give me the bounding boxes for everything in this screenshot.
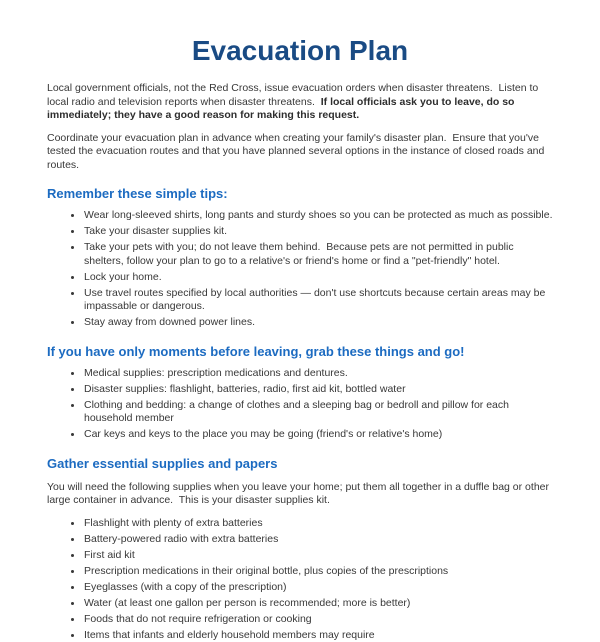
gather-supplies-list — [47, 517, 553, 642]
list-item: • Car keys and keys to the place you may be going (friend's or relative's home) — [83, 428, 553, 442]
section-heading-gather-supplies: Gather essential supplies and papers — [47, 456, 553, 472]
intro-paragraph-1-text: Local government officials, not the Red Cross, issue evacuation orders when disaster threatens. Listen to local radio and television reports when disaster threatens. — [47, 82, 541, 108]
document-title: Evacuation Plan — [47, 32, 553, 70]
list-item: • Prescription medications in their original bottle, plus copies of the prescriptions — [83, 565, 553, 579]
list-item: • Battery-powered radio with extra batteries — [83, 533, 553, 547]
list-item: • Lock your home. — [83, 271, 553, 285]
list-item: • Flashlight with plenty of extra batteries — [83, 517, 553, 531]
grab-and-go-list — [47, 367, 553, 442]
section-gather-supplies — [47, 456, 553, 642]
list-item: • Take your pets with you; do not leave them behind. Because pets are not permitted in public shelters, follow your plan to go to a relative's or friend's home or find a "pet-friendly" hotel. — [83, 241, 553, 268]
list-item: • First aid kit — [83, 549, 553, 563]
list-item: • Water (at least one gallon per person is recommended; more is better) — [83, 597, 553, 611]
list-item: • Eyeglasses (with a copy of the prescription) — [83, 581, 553, 595]
list-item: • Clothing and bedding: a change of clothes and a sleeping bag or bedroll and pillow for each household member — [83, 399, 553, 426]
list-item: • Use travel routes specified by local authorities — don't use shortcuts because certain areas may be impassable or dangerous. — [83, 287, 553, 314]
list-item: • Take your disaster supplies kit. — [83, 225, 553, 239]
list-item: • Foods that do not require refrigeration or cooking — [83, 613, 553, 627]
section-simple-tips — [47, 186, 553, 330]
intro-paragraph-1 — [47, 82, 553, 123]
intro-paragraph-2: Coordinate your evacuation plan in advance when creating your family's disaster plan. Ensure that you've tested the evacuation routes and that you have planned several options in the instance of closed roads and routes. — [47, 132, 553, 173]
list-item: • Disaster supplies: flashlight, batteries, radio, first aid kit, bottled water — [83, 383, 553, 397]
intro-paragraph-1-bold-text: If local officials ask you to leave, do so immediately; they have a good reason for making this request. — [47, 96, 517, 122]
list-item: • Items that infants and elderly household members may require — [83, 629, 553, 642]
simple-tips-list — [47, 209, 553, 330]
list-item: • Wear long-sleeved shirts, long pants and sturdy shoes so you can be protected as much as possible. — [83, 209, 553, 223]
list-item: • Medical supplies: prescription medications and dentures. — [83, 367, 553, 381]
section-heading-simple-tips: Remember these simple tips: — [47, 186, 553, 202]
section-grab-and-go — [47, 344, 553, 442]
list-item: • Stay away from downed power lines. — [83, 316, 553, 330]
section-heading-grab-and-go: If you have only moments before leaving, grab these things and go! — [47, 344, 553, 360]
gather-supplies-paragraph: You will need the following supplies when you leave your home; put them all together in a duffle bag or other large container in advance. This is your disaster supplies kit. — [47, 481, 553, 508]
